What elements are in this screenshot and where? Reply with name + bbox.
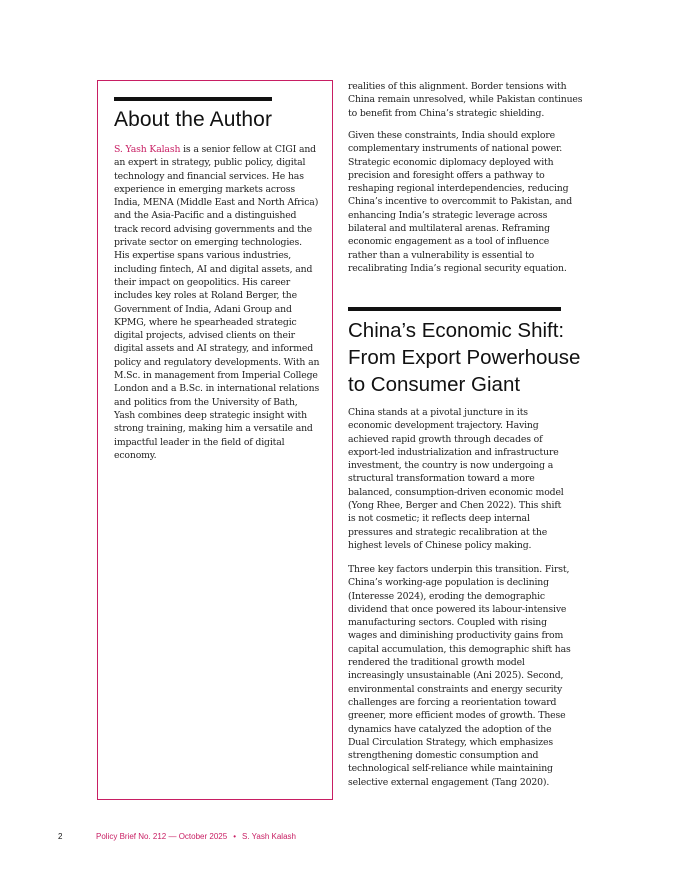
author-title-rule (114, 97, 272, 101)
author-section-title: About the Author (114, 108, 273, 131)
author-bio (114, 143, 320, 462)
body-paragraph: realities of this alignment. Border tensions with China remain unresolved, while Pakistan continues to benefit from China’s strategic shielding. (348, 81, 583, 119)
footer-publication: Policy Brief No. 212 — October 2025 (96, 832, 228, 841)
body-paragraph: China stands at a pivotal juncture in its economic development trajectory. Having achieved rapid growth through decades of export-led industrialization and infrastructure investment, the country is now undergoing a structural transformation toward a more balanced, consumption-driven economic model (Yong Rhee, Berger and Chen 2022). This shift is not cosmetic; it reflects deep internal pressures and strategic recalibration at the highest levels of Chinese policy making. (348, 407, 564, 551)
about-author-box (97, 80, 333, 800)
author-name: S. Yash Kalash (114, 144, 181, 155)
body-paragraph: Given these constraints, India should explore complementary instruments of national power. Strategic economic diplomacy deployed with precision and foresight offers a pathway to reshaping regional interdependencies, reducing China’s incentive to overcommit to Pakistan, and enhancing India’s strategic leverage across bilateral and multilateral arenas. Reframing economic engagement as a tool of influence rather than a vulnerability is essential to recalibrating India’s regional security equation. (348, 130, 573, 274)
body-paragraph: Three key factors underpin this transition. First, China’s working-age population is declining (Interesse 2024), eroding the demographic dividend that once powered its labour-intensive manufacturing sectors. Coupled with rising wages and diminishing productivity gains from capital accumulation, this demographic shift has rendered the traditional growth model increasingly unsustainable (Ani 2025). Second, environmental constraints and energy security challenges are forcing a reorientation toward greener, more efficient modes of growth. These dynamics have catalyzed the adoption of the Dual Circulation Strategy, which emphasizes strengthening domestic consumption and technological self-reliance while maintaining selective external engagement (Tang 2020). (348, 564, 571, 788)
footer-author: S. Yash Kalash (242, 832, 296, 841)
author-bio-text: is a senior fellow at CIGI and an expert in strategy, public policy, digital technology and financial services. He has experience in emerging markets across India, MENA (Middle East and North Africa) and the Asia-Pacific and a distinguished track record advising governments and the private sector on emerging technologies. His expertise spans various industries, including fintech, AI and digital assets, and their impact on geopolitics. His career includes key roles at Roland Berger, the Government of India, Adani Group and KPMG, where he spearheaded strategic digital projects, advised clients on their digital assets and AI strategy, and informed policy and regulatory developments. With an M.Sc. in management from Imperial College London and a B.Sc. in international relations and politics from the University of Bath, Yash combines deep strategic insight with strong training, making him a versatile and impactful leader in the field of digital economy. (114, 144, 320, 461)
footer-separator: • (233, 832, 236, 841)
page-number: 2 (58, 832, 63, 841)
section-title-rule (348, 307, 561, 311)
footer-publication-info (96, 832, 296, 842)
section-heading: China’s Economic Shift: From Export Powerhouse to Consumer Giant (348, 319, 581, 396)
